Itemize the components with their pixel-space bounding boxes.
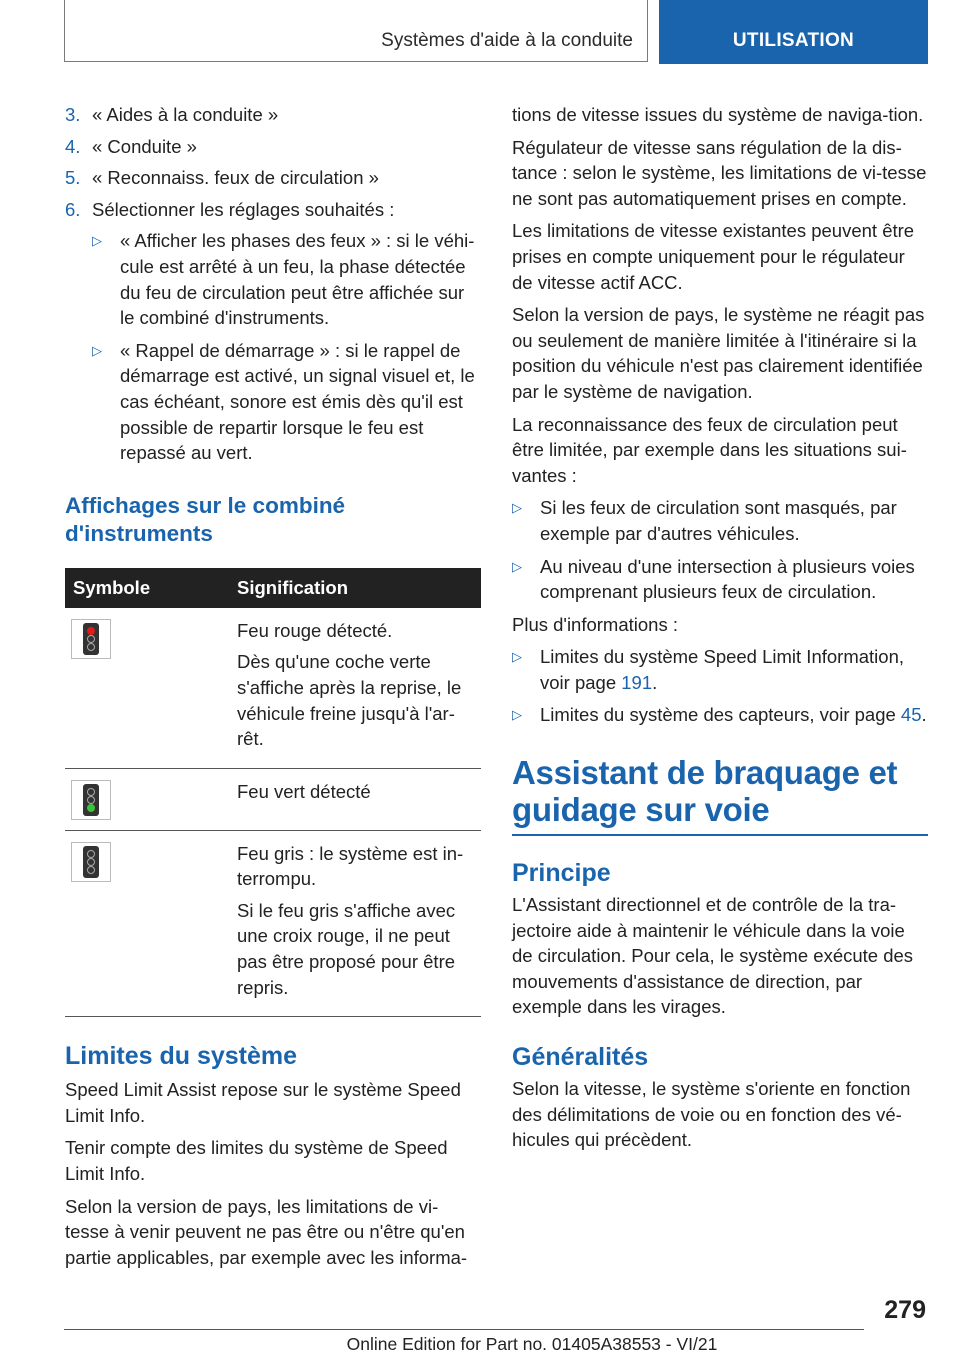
triangle-bullet-icon: ▷	[512, 500, 522, 516]
step-text: « Reconnaiss. feux de circulation »	[92, 167, 379, 189]
table-row	[65, 830, 481, 1017]
section-title: Systèmes d'aide à la conduite	[381, 30, 633, 51]
symbol-table	[65, 568, 481, 1018]
footer-divider	[64, 1329, 864, 1330]
step-5	[65, 165, 481, 191]
bullet-item	[512, 554, 928, 605]
footer	[0, 1334, 960, 1355]
bullet-text: Au niveau d'une intersection à plusieurs voies comprenant plusieurs feux de circulation.	[540, 555, 915, 603]
meaning-text: Si le feu gris s'affiche avec une croix rouge, il ne peut pas être proposé pour être repris.	[237, 899, 456, 998]
section-title-box	[64, 0, 648, 62]
step-number: 6.	[65, 198, 81, 220]
paragraph: La reconnaissance des feux de circulation peut être limitée, par exemple dans les situations sui-vantes :	[512, 413, 907, 486]
triangle-bullet-icon: ▷	[512, 558, 522, 574]
reference-item: ▷ Limites du système des capteurs, voir page 45.	[512, 702, 928, 728]
triangle-bullet-icon: ▷	[92, 342, 102, 358]
chapter-tab[interactable]	[659, 0, 928, 64]
step-6	[65, 197, 481, 223]
meaning-cell	[237, 768, 481, 830]
paragraph: L'Assistant directionnel et de contrôle de la tra-jectoire aide à maintenir le véhicule dans la voie de circulation. Pour cela, le système exécute des mouvements d'assistance de direction, par exemple dans les virages.	[512, 894, 914, 1018]
step-text: « Aides à la conduite »	[92, 104, 279, 125]
reference-text: Limites du système des capteurs, voir page	[540, 704, 901, 726]
main-heading-block	[512, 754, 928, 836]
paragraph: Tenir compte des limites du système de Speed Limit Info.	[65, 1137, 448, 1185]
bullet-text: « Rappel de démarrage » : si le rappel de démarrage est activé, un signal visuel et, le cas échéant, sonore est émis dès qu'il est possible de repartir lorsque le feu est repassé au vert.	[120, 339, 475, 464]
triangle-bullet-icon: ▷	[512, 649, 522, 665]
chapter-tab-label: UTILISATION	[732, 30, 855, 51]
edition-text: Online Edition for Part no. 01405A38553 - VI/21	[346, 1334, 718, 1354]
page-link-45[interactable]: 45	[900, 704, 922, 726]
step-text: Sélectionner les réglages souhaités :	[92, 198, 395, 220]
principle-heading: Principe	[512, 859, 611, 888]
reference-item: ▷ Limites du système Speed Limit Information, voir page 191.	[512, 644, 928, 695]
step-3	[65, 102, 481, 128]
display-heading: Affichages sur le combiné d'instruments	[65, 492, 346, 546]
triangle-bullet-icon: ▷	[512, 707, 522, 723]
page-link-191[interactable]: 191	[621, 671, 653, 693]
triangle-bullet-icon: ▷	[92, 233, 102, 249]
paragraph: Les limitations de vitesse existantes peuvent être prises en compte uniquement pour le régulateur de vitesse actif ACC.	[512, 220, 915, 293]
step-number: 4.	[65, 135, 81, 157]
sub-bullet	[92, 338, 481, 466]
left-column	[65, 102, 481, 1277]
right-column	[512, 102, 928, 1160]
traffic-light-grey-icon	[71, 842, 111, 882]
step-number: 3.	[65, 104, 81, 125]
traffic-light-red-icon	[71, 619, 111, 659]
bullet-item	[512, 495, 928, 546]
table-row	[65, 768, 481, 830]
paragraph: tions de vitesse issues du système de naviga-tion.	[512, 104, 924, 125]
bullet-text: Si les feux de circulation sont masqués, par exemple par d'autres véhicules.	[540, 497, 897, 544]
column-header-meaning: Signification	[237, 568, 481, 608]
limits-heading: Limites du système	[65, 1042, 298, 1071]
step-4	[65, 134, 481, 160]
paragraph: Selon la version de pays, les limitations de vi-tesse à venir peuvent ne pas être ou n'être qu'en partie applicables, par exemple avec les informa-	[65, 1195, 468, 1268]
table-row	[65, 608, 481, 768]
meaning-cell	[237, 830, 481, 1017]
traffic-light-green-icon	[71, 780, 111, 820]
page-header	[64, 0, 928, 64]
column-header-symbol: Symbole	[65, 568, 237, 608]
step-number: 5.	[65, 167, 81, 189]
page-number: 279	[884, 1296, 926, 1324]
paragraph: Speed Limit Assist repose sur le système Speed Limit Info.	[65, 1079, 461, 1126]
step-text: « Conduite »	[92, 135, 197, 157]
table-header	[65, 568, 481, 608]
bullet-text: « Afficher les phases des feux » : si le véhi-cule est arrêté à un feu, la phase détectée du feu de circulation peut être affichée sur le combiné d'instruments.	[120, 230, 475, 329]
meaning-text: Feu vert détecté	[237, 780, 371, 802]
meaning-text: Feu rouge détecté.	[237, 619, 393, 641]
meaning-text: Feu gris : le système est in-terrompu.	[237, 842, 464, 890]
sub-bullet	[92, 228, 481, 330]
main-heading: Assistant de braquage et guidage sur voie	[512, 754, 898, 829]
reference-text: Limites du système Speed Limit Information, voir page	[540, 646, 904, 693]
general-heading: Généralités	[512, 1043, 649, 1072]
paragraph: Régulateur de vitesse sans régulation de la dis-tance : selon le système, les limitations de vi-tesse ne sont pas automatiquement prises en compte.	[512, 136, 927, 209]
paragraph: Selon la vitesse, le système s'oriente en fonction des délimitations de voie ou en fonction des vé-hicules qui précèdent.	[512, 1078, 911, 1151]
meaning-text: Dès qu'une coche verte s'affiche après la reprise, le véhicule freine jusqu'à l'ar-rêt.	[237, 651, 462, 750]
meaning-cell	[237, 608, 481, 768]
more-info-label: Plus d'informations :	[512, 613, 678, 635]
paragraph: Selon la version de pays, le système ne réagit pas ou seulement de manière limitée à l'itinéraire si la position du véhicule n'est pas clairement identifiée par le système de navigation.	[512, 304, 925, 402]
